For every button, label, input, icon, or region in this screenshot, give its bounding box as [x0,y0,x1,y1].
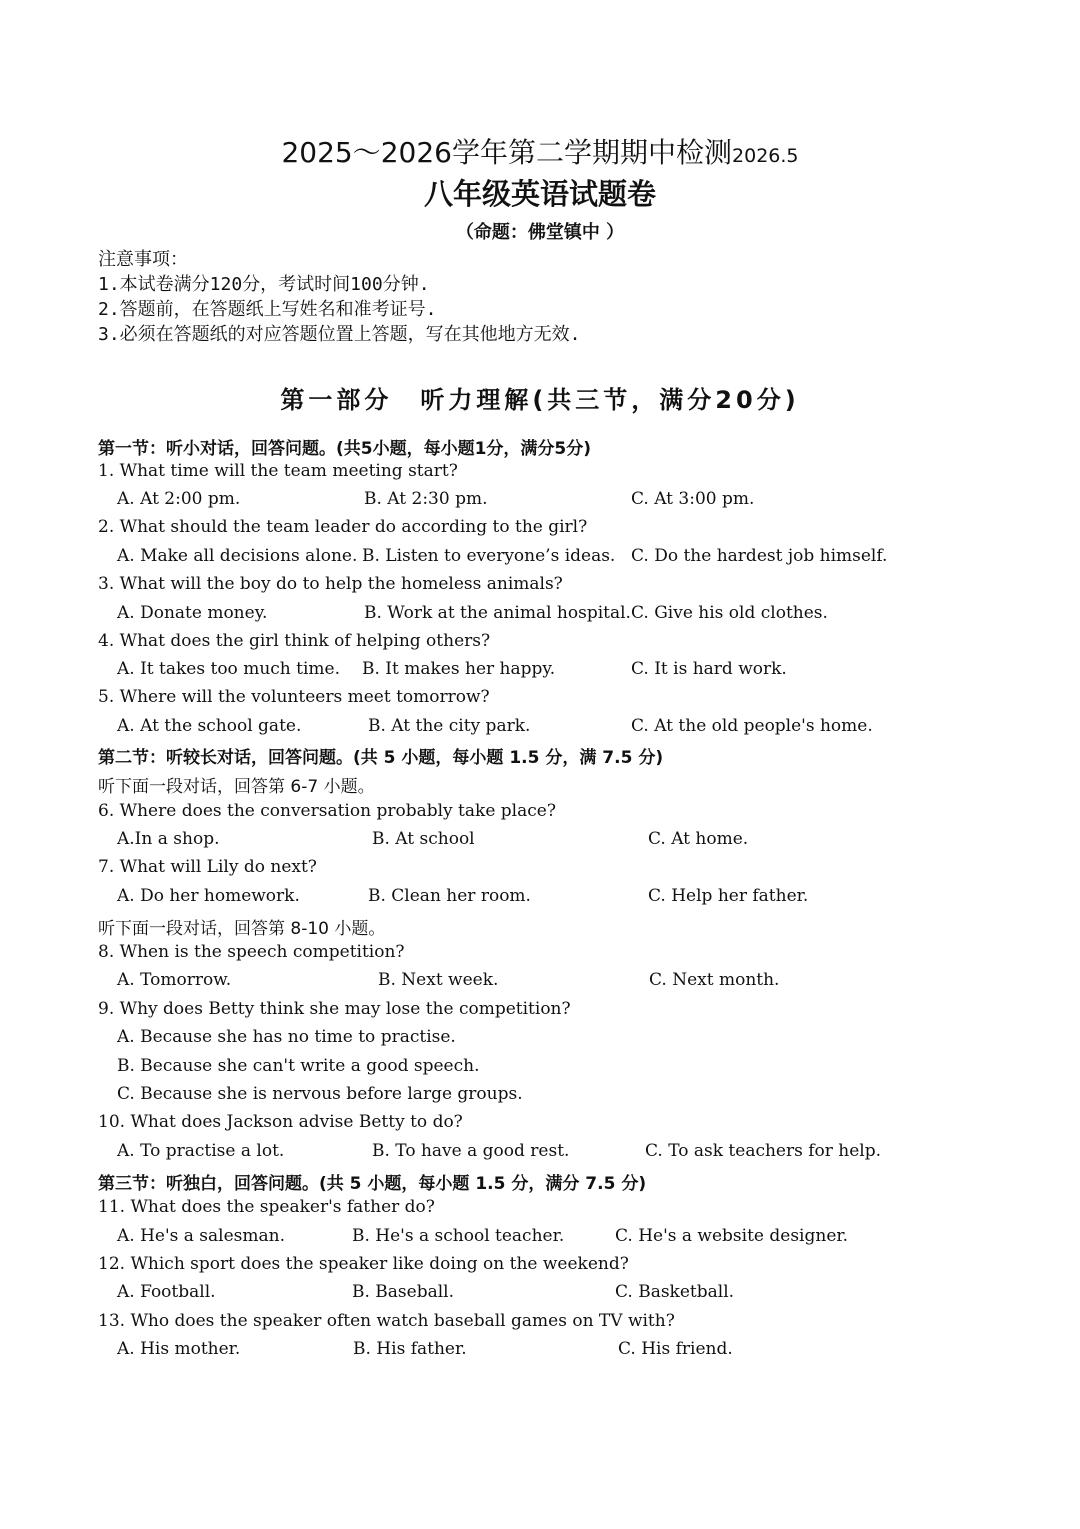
question-5-option-b: B. At the city park. [368,716,531,736]
exam-date: 2026.5 [732,145,799,167]
question-13-option-a: A. His mother. [117,1339,241,1359]
notice-item-1: 1.本试卷满分120分，考试时间100分钟. [98,274,430,295]
question-6-option-b: B. At school [372,829,475,849]
question-12-option-b: B. Baseball. [352,1282,455,1302]
question-1-option-c: C. At 3:00 pm. [631,489,755,509]
question-11: 11. What does the speaker's father do? [98,1197,435,1217]
question-12: 12. Which sport does the speaker like doing on the weekend? [98,1254,629,1274]
question-6: 6. Where does the conversation probably take place? [98,801,556,821]
section-2-heading: 第二节：听较长对话，回答问题。(共 5 小题，每小题 1.5 分，满 7.5 分) [98,748,664,768]
section-3-heading: 第三节：听独白，回答问题。(共 5 小题，每小题 1.5 分，满分 7.5 分) [98,1174,647,1194]
notice-item-2: 2.答题前，在答题纸上写姓名和准考证号. [98,299,437,320]
question-7-option-b: B. Clean her room. [368,886,531,906]
exam-title [0,131,1080,171]
question-8-option-a: A. Tomorrow. [117,970,232,990]
question-11-option-c: C. He's a website designer. [615,1226,849,1246]
question-10: 10. What does Jackson advise Betty to do? [98,1112,463,1132]
question-2-option-a: A. Make all decisions alone. [117,546,358,566]
question-1-option-b: B. At 2:30 pm. [364,489,488,509]
exam-author: （命题：佛堂镇中 ） [455,222,625,243]
exam-subtitle: 八年级英语试题卷 [423,177,656,211]
question-12-option-a: A. Football. [117,1282,216,1302]
notice-item-3: 3.必须在答题纸的对应答题位置上答题，写在其他地方无效. [98,324,581,345]
question-3-option-c: C. Give his old clothes. [631,603,828,623]
section-2-instruction-6-7: 听下面一段对话，回答第 6-7 小题。 [98,777,375,797]
question-1: 1. What time will the team meeting start? [98,461,458,481]
question-4-option-a: A. It takes too much time. [117,659,340,679]
notice-heading: 注意事项： [98,249,188,270]
question-10-option-a: A. To practise a lot. [117,1141,285,1161]
question-8: 8. When is the speech competition? [98,942,405,962]
question-10-option-b: B. To have a good rest. [372,1141,570,1161]
question-2-option-b: B. Listen to everyone’s ideas. [362,546,616,566]
question-12-option-c: C. Basketball. [615,1282,735,1302]
question-13-option-c: C. His friend. [618,1339,733,1359]
exam-title-text: 2025～2026学年第二学期期中检测 [281,136,733,169]
part-one-heading: 第一部分 听力理解(共三节，满分20分) [280,386,800,414]
question-7-option-c: C. Help her father. [648,886,809,906]
question-9: 9. Why does Betty think she may lose the competition? [98,999,571,1019]
question-4: 4. What does the girl think of helping others? [98,631,491,651]
question-6-option-a: A.In a shop. [117,829,220,849]
question-7: 7. What will Lily do next? [98,857,317,877]
section-2-instruction-8-10: 听下面一段对话，回答第 8-10 小题。 [98,919,386,939]
question-11-option-b: B. He's a school teacher. [352,1226,565,1246]
question-2-option-c: C. Do the hardest job himself. [631,546,888,566]
question-6-option-c: C. At home. [648,829,749,849]
question-5: 5. Where will the volunteers meet tomorrow? [98,687,490,707]
question-9-option-a: A. Because she has no time to practise. [117,1027,456,1047]
question-3: 3. What will the boy do to help the homeless animals? [98,574,563,594]
question-1-option-a: A. At 2:00 pm. [117,489,241,509]
question-9-option-c: C. Because she is nervous before large groups. [117,1084,523,1104]
question-7-option-a: A. Do her homework. [117,886,300,906]
question-8-option-c: C. Next month. [649,970,780,990]
question-3-option-b: B. Work at the animal hospital. [364,603,631,623]
question-11-option-a: A. He's a salesman. [117,1226,285,1246]
question-2: 2. What should the team leader do according to the girl? [98,517,588,537]
question-4-option-b: B. It makes her happy. [362,659,556,679]
question-9-option-b: B. Because she can't write a good speech. [117,1056,480,1076]
question-3-option-a: A. Donate money. [117,603,268,623]
question-5-option-a: A. At the school gate. [117,716,302,736]
question-4-option-c: C. It is hard work. [631,659,787,679]
question-8-option-b: B. Next week. [378,970,499,990]
question-13: 13. Who does the speaker often watch baseball games on TV with? [98,1311,675,1331]
section-1-heading: 第一节：听小对话，回答问题。(共5小题，每小题1分，满分5分) [98,439,592,459]
question-10-option-c: C. To ask teachers for help. [645,1141,882,1161]
question-13-option-b: B. His father. [353,1339,467,1359]
question-5-option-c: C. At the old people's home. [631,716,873,736]
